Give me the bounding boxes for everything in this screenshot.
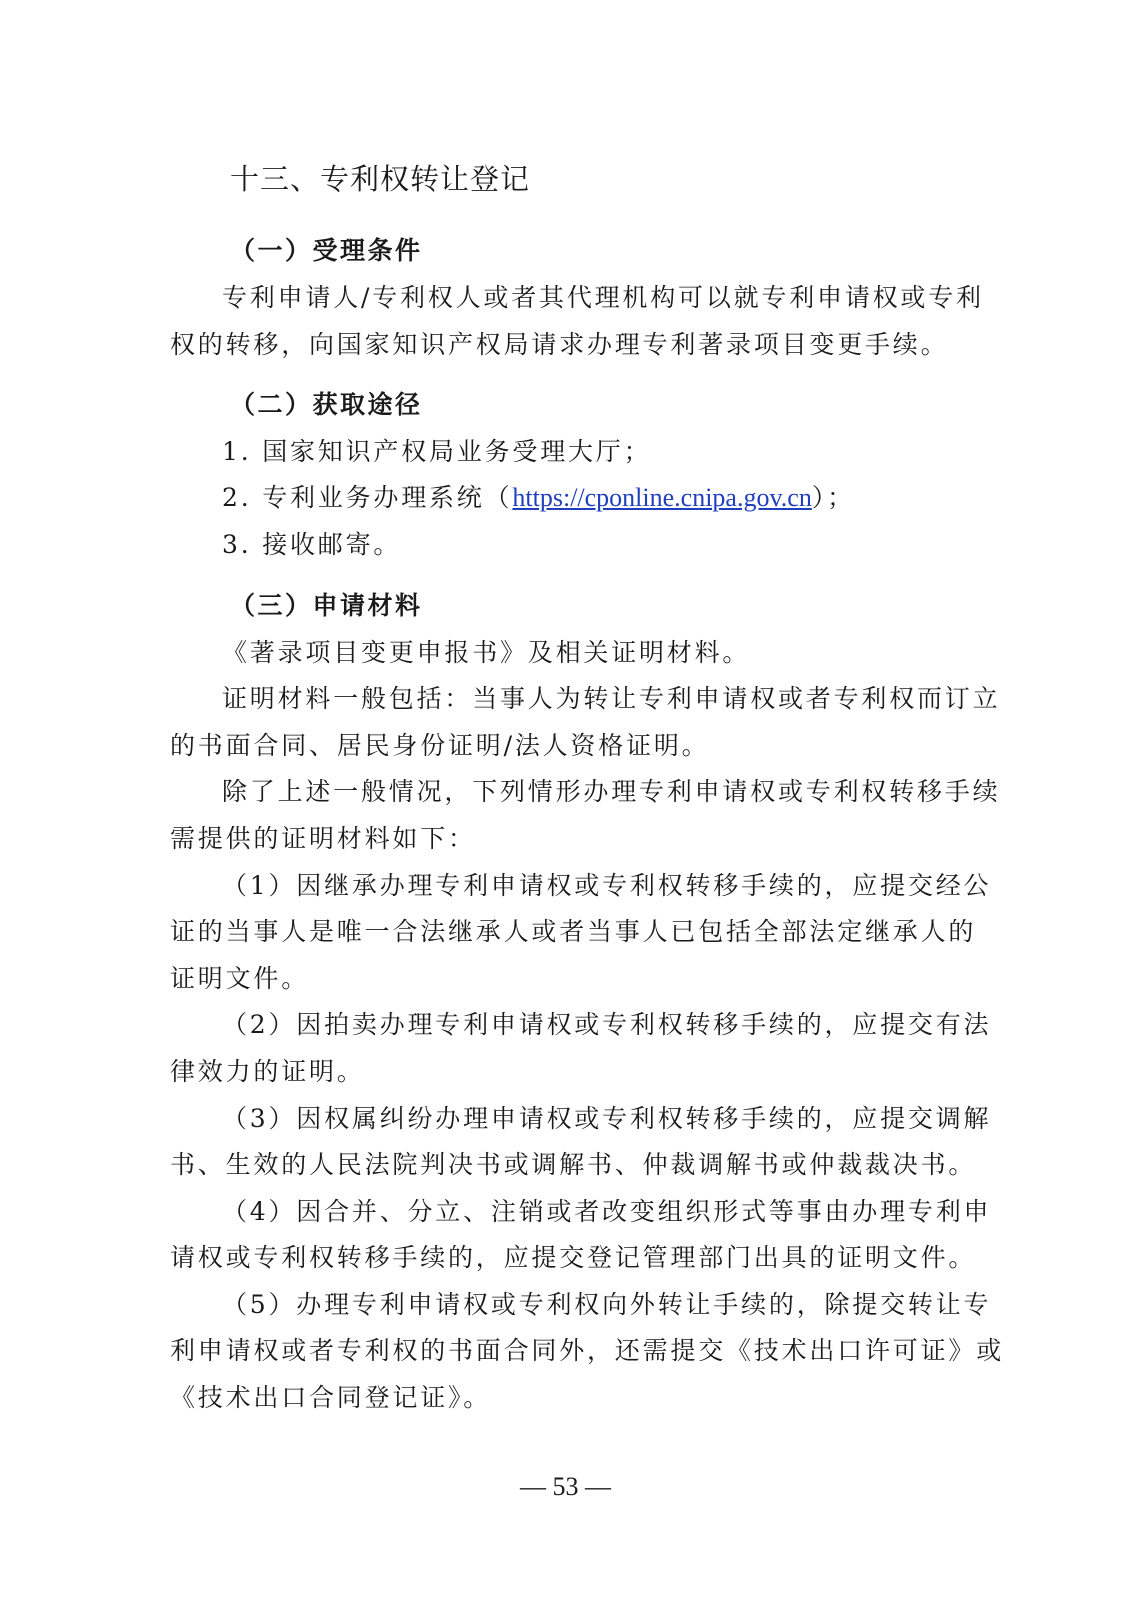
paragraph-line: 需提供的证明材料如下： xyxy=(170,824,476,853)
list-item-text: ）； xyxy=(811,483,855,512)
paragraph-line: 专利申请人/专利权人或者其代理机构可以就专利申请权或专利 xyxy=(222,283,984,312)
list-item-text: 2. 专利业务办理系统（ xyxy=(222,483,513,512)
paragraph-line: 律效力的证明。 xyxy=(170,1057,365,1086)
paragraph-line: 请权或专利权转移手续的，应提交登记管理部门出具的证明文件。 xyxy=(170,1243,977,1272)
paragraph-line: 《著录项目变更申报书》及相关证明材料。 xyxy=(222,638,751,667)
paragraph-line: 的书面合同、居民身份证明/法人资格证明。 xyxy=(170,731,710,760)
paragraph-line: （5）办理专利申请权或专利权向外转让手续的，除提交转让专 xyxy=(222,1290,992,1319)
section-heading-conditions: （一）受理条件 xyxy=(230,236,423,265)
paragraph-line: 证明材料一般包括：当事人为转让专利申请权或者专利权而订立 xyxy=(222,684,1001,713)
paragraph-line: （2）因拍卖办理专利申请权或专利权转移手续的，应提交有法 xyxy=(222,1010,992,1039)
list-item: 1. 国家知识产权局业务受理大厅； xyxy=(222,437,652,466)
list-item xyxy=(222,483,855,513)
section-heading-materials: （三）申请材料 xyxy=(230,591,423,620)
page-number: — 53 — xyxy=(520,1472,611,1501)
cponline-link[interactable]: https://cponline.cnipa.gov.cn xyxy=(512,483,812,512)
page-title: 十三、专利权转让登记 xyxy=(230,162,531,196)
paragraph-line: （4）因合并、分立、注销或者改变组织形式等事由办理专利申 xyxy=(222,1197,992,1226)
paragraph-line: 证的当事人是唯一合法继承人或者当事人已包括全部法定继承人的 xyxy=(170,917,977,946)
list-item: 3. 接收邮寄。 xyxy=(222,530,402,559)
paragraph-line: 除了上述一般情况，下列情形办理专利申请权或专利权转移手续 xyxy=(222,777,1001,806)
paragraph-line: 利申请权或者专利权的书面合同外，还需提交《技术出口许可证》或 xyxy=(170,1336,1005,1365)
section-heading-channels: （二）获取途径 xyxy=(230,390,423,419)
paragraph-line: 证明文件。 xyxy=(170,964,310,993)
paragraph-line: 《技术出口合同登记证》。 xyxy=(170,1383,492,1412)
paragraph-line: （3）因权属纠纷办理申请权或专利权转移手续的，应提交调解 xyxy=(222,1104,992,1133)
paragraph-line: （1）因继承办理专利申请权或专利权转移手续的，应提交经公 xyxy=(222,871,992,900)
paragraph-line: 权的转移，向国家知识产权局请求办理专利著录项目变更手续。 xyxy=(170,330,949,359)
paragraph-line: 书、生效的人民法院判决书或调解书、仲裁调解书或仲裁裁决书。 xyxy=(170,1150,977,1179)
